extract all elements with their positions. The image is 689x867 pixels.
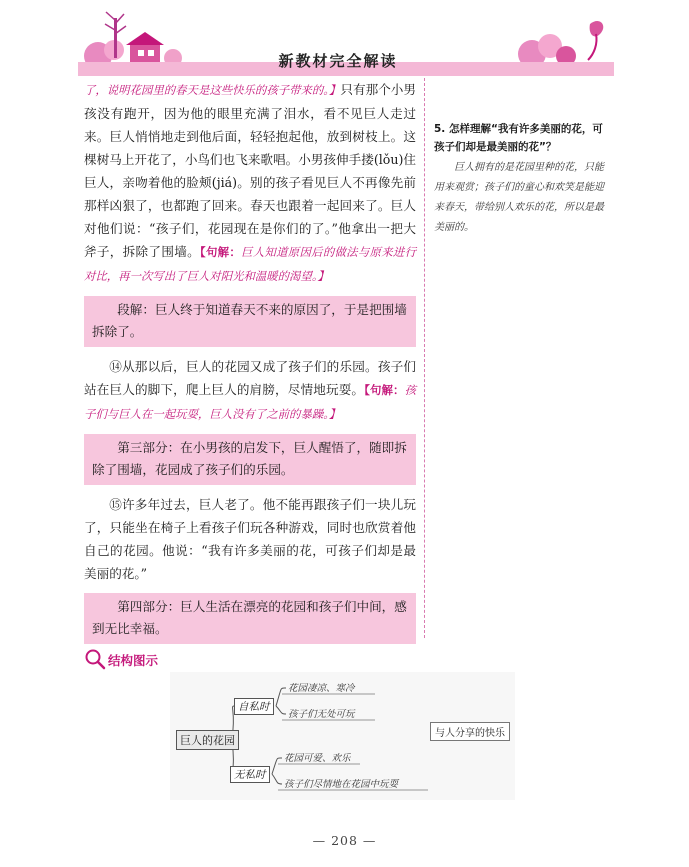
note-text: 孩子们与巨人在一起玩耍，巨人没有了之前的暴躁。】 bbox=[84, 383, 416, 421]
diagram-branch-selfish: 自私时 bbox=[234, 698, 274, 715]
diagram-leaf: 孩子们尽情地在花园中玩耍 bbox=[284, 779, 399, 790]
book-title: 新教材完全解读 bbox=[278, 52, 398, 70]
part-four-summary-box bbox=[84, 593, 416, 644]
structure-heading-text: 结构图示 bbox=[108, 653, 159, 668]
side-answer: 巨人拥有的是花园里种的花，只能用来观赏；孩子们的童心和欢笑是能迎来春天，带给别人欢乐的花，所以是最美丽的。 bbox=[434, 162, 604, 233]
column-divider bbox=[424, 78, 425, 638]
paragraph-14-text: ⑭从那以后，巨人的花园又成了孩子们的乐园。孩子们站在巨人的脚下，爬上巨人的肩膀，尽情地玩耍。 bbox=[84, 359, 416, 397]
flower-decoration-icon bbox=[504, 10, 614, 70]
note-tag: 【句解： bbox=[199, 245, 242, 259]
part-three-summary-box bbox=[84, 434, 416, 485]
page-header bbox=[78, 10, 614, 76]
paragraph-15: ⑮许多年过去，巨人老了。他不能再跟孩子们一块儿玩了，只能坐在椅子上看孩子们玩各种游戏，同时也欣赏着他自己的花园。他说：“我有许多美丽的花，可孩子们却是最美丽的花。” bbox=[84, 497, 416, 581]
paragraph-13-text: 只有那个小男孩没有跑开，因为他的眼里充满了泪水，看不见巨人走过来。巨人悄悄地走到他后面，轻轻抱起他，放到树枝上。这棵树马上开花了，小鸟们也飞来歌唱。小男孩伸手搂(lǒu)住巨人，亲吻着他的脸颊(jiá)。别的孩子看见巨人不再像先前那样凶狠了，也都跑了回来。春天也跟着一起回来了。巨人对他们说：“孩子们，花园现在是你们的了。”他拿出一把大斧子，拆除了围墙。 bbox=[84, 82, 416, 259]
diagram-leaf: 花园凄凉、寒冷 bbox=[288, 683, 355, 694]
diagram-result-node: 与人分享的快乐 bbox=[430, 722, 510, 741]
main-text-column bbox=[84, 78, 416, 652]
paragraph-13 bbox=[84, 78, 416, 288]
side-question: 5. 怎样理解“我有许多美丽的花，可孩子们却是最美丽的花”？ bbox=[434, 123, 603, 153]
diagram-leaf: 孩子们无处可玩 bbox=[288, 709, 355, 720]
side-question-column bbox=[434, 120, 610, 238]
section-analysis-text: 段解：巨人终于知道春天不来的原因了，于是把围墙拆除了。 bbox=[92, 302, 407, 339]
diagram-branch-selfless: 无私时 bbox=[230, 766, 270, 783]
note-text: 巨人知道原因后的做法与原来进行对比，再一次写出了巨人对阳光和温暖的渴望。】 bbox=[84, 245, 416, 283]
magnifier-icon bbox=[84, 648, 106, 670]
page-number: — 208 — bbox=[312, 833, 377, 848]
note-tag: 【句解： bbox=[364, 383, 405, 397]
paragraph-14 bbox=[84, 355, 416, 426]
intro-note: 了，说明花园里的春天是这些快乐的孩子带来的。】 bbox=[84, 83, 341, 97]
diagram-leaf: 花园可爱、欢乐 bbox=[284, 753, 351, 764]
diagram-root-node: 巨人的花园 bbox=[176, 730, 239, 750]
house-tree-decoration-icon bbox=[78, 10, 198, 70]
part-four-summary-text: 第四部分：巨人生活在漂亮的花园和孩子们中间，感到无比幸福。 bbox=[92, 599, 407, 636]
part-three-summary-text: 第三部分：在小男孩的启发下，巨人醒悟了，随即拆除了围墙，花园成了孩子们的乐园。 bbox=[92, 440, 407, 477]
section-analysis-box bbox=[84, 296, 416, 347]
